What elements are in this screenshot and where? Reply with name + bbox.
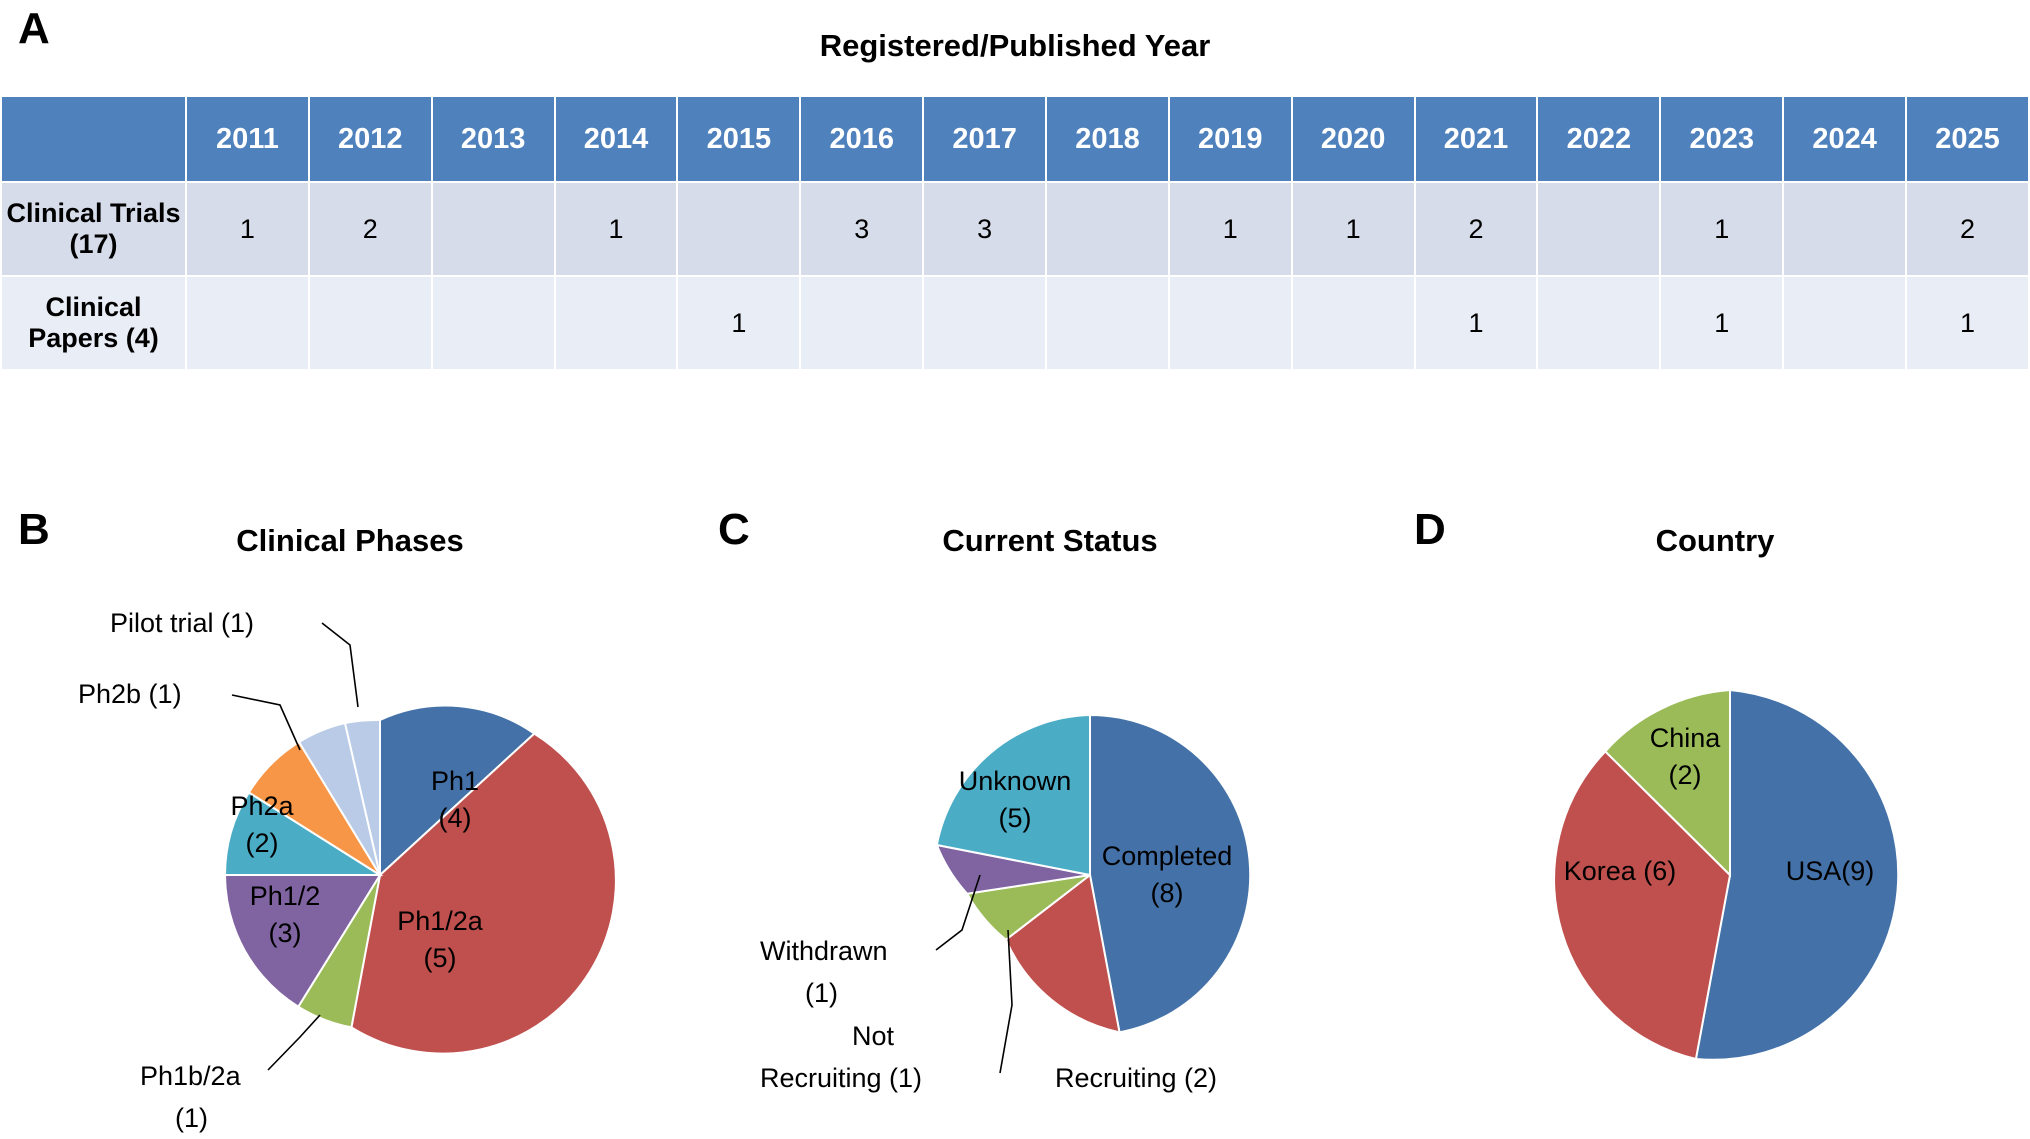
cell-trials-2021: 2 (1415, 182, 1538, 276)
cell-trials-2019: 1 (1169, 182, 1292, 276)
cell-papers-2014 (555, 276, 678, 370)
cell-trials-2022 (1537, 182, 1660, 276)
row-label-clinical-papers: Clinical Papers (4) (1, 276, 186, 370)
slice-label-usa: USA(9) (1785, 856, 1875, 886)
panel-letter-d: D (1414, 505, 1446, 554)
year-header-2024: 2024 (1783, 96, 1906, 182)
year-header-2018: 2018 (1046, 96, 1169, 182)
table-corner-cell (1, 96, 186, 182)
slice-label-completed-count: (8) (1150, 878, 1184, 908)
cell-trials-2014: 1 (555, 182, 678, 276)
outer-label-not-recruiting-line1: Not (852, 1021, 895, 1051)
leader-line-not-recruiting (1000, 930, 1012, 1073)
cell-papers-2012 (309, 276, 432, 370)
slice-label-china: China (1649, 723, 1721, 753)
pie-chart-country (1400, 575, 2030, 1135)
year-header-2014: 2014 (555, 96, 678, 182)
row-label-clinical-trials: Clinical Trials (17) (1, 182, 186, 276)
cell-trials-2018 (1046, 182, 1169, 276)
cell-papers-2018 (1046, 276, 1169, 370)
year-header-2023: 2023 (1660, 96, 1783, 182)
year-header-2013: 2013 (432, 96, 555, 182)
cell-trials-2025: 2 (1906, 182, 2029, 276)
slice-label-china-count: (2) (1668, 760, 1702, 790)
leader-line-ph2b (232, 695, 300, 750)
slice-label-ph1-2a: Ph1/2a (397, 906, 483, 936)
registered-published-year-table (0, 95, 2030, 371)
chart-title-clinical-phases: Clinical Phases (236, 523, 464, 558)
cell-papers-2019 (1169, 276, 1292, 370)
outer-label-withdrawn: Withdrawn (760, 936, 888, 966)
cell-trials-2024 (1783, 182, 1906, 276)
outer-label-ph1b-2a-count: (1) (175, 1103, 208, 1133)
cell-papers-2023: 1 (1660, 276, 1783, 370)
outer-label-withdrawn-count: (1) (805, 978, 838, 1008)
panel-letter-c: C (718, 505, 750, 554)
cell-trials-2023: 1 (1660, 182, 1783, 276)
pie-slice-completed (1090, 715, 1250, 1032)
slice-label-ph1: Ph1 (430, 766, 480, 796)
slice-label-ph1-count: (4) (438, 803, 472, 833)
cell-papers-2022 (1537, 276, 1660, 370)
table-row (1, 182, 2029, 276)
cell-papers-2020 (1292, 276, 1415, 370)
cell-trials-2012: 2 (309, 182, 432, 276)
table-header-row (1, 96, 2029, 182)
cell-papers-2017 (923, 276, 1046, 370)
cell-papers-2016 (800, 276, 923, 370)
year-header-2021: 2021 (1415, 96, 1538, 182)
cell-papers-2021: 1 (1415, 276, 1538, 370)
cell-papers-2015: 1 (677, 276, 800, 370)
panel-letter-b: B (18, 505, 50, 554)
year-header-2019: 2019 (1169, 96, 1292, 182)
outer-label-ph1b-2a: Ph1b/2a (140, 1061, 241, 1091)
slice-label-unknown-count: (5) (998, 803, 1032, 833)
cell-papers-2013 (432, 276, 555, 370)
panel-d-country (1400, 495, 2030, 1139)
slice-label-unknown: Unknown (958, 766, 1072, 796)
chart-title-country: Country (1655, 523, 1775, 558)
slice-label-korea: Korea (6) (1563, 856, 1677, 886)
slice-label-completed: Completed (1101, 841, 1233, 871)
outer-label-pilot-trial: Pilot trial (1) (110, 608, 255, 638)
panel-b-clinical-phases (0, 495, 700, 1139)
cell-trials-2016: 3 (800, 182, 923, 276)
chart-title-current-status: Current Status (942, 523, 1158, 558)
panel-letter-a: A (18, 4, 50, 53)
pie-chart-current-status (700, 575, 1400, 1135)
year-header-2025: 2025 (1906, 96, 2029, 182)
outer-label-not-recruiting-line2: Recruiting (1) (760, 1063, 923, 1093)
pie-chart-clinical-phases (0, 575, 700, 1135)
year-header-2016: 2016 (800, 96, 923, 182)
outer-label-ph2b: Ph2b (1) (78, 679, 182, 709)
year-header-2020: 2020 (1292, 96, 1415, 182)
year-header-2022: 2022 (1537, 96, 1660, 182)
cell-trials-2020: 1 (1292, 182, 1415, 276)
cell-papers-2024 (1783, 276, 1906, 370)
cell-trials-2013 (432, 182, 555, 276)
cell-trials-2017: 3 (923, 182, 1046, 276)
cell-papers-2025: 1 (1906, 276, 2029, 370)
slice-label-ph2a-count: (2) (245, 828, 279, 858)
leader-line-ph1b-2a (268, 1015, 320, 1070)
slice-label-ph1-2: Ph1/2 (249, 881, 321, 911)
slice-label-ph1-2-count: (3) (268, 918, 302, 948)
leader-line-pilot-trial (322, 623, 358, 707)
outer-label-recruiting: Recruiting (2) (1055, 1063, 1218, 1093)
year-header-2015: 2015 (677, 96, 800, 182)
table-title: Registered/Published Year (819, 28, 1211, 63)
year-header-2011: 2011 (186, 96, 309, 182)
year-header-2017: 2017 (923, 96, 1046, 182)
cell-trials-2015 (677, 182, 800, 276)
table-row (1, 276, 2029, 370)
cell-papers-2011 (186, 276, 309, 370)
slice-label-ph2a: Ph2a (230, 791, 294, 821)
slice-label-ph1-2a-count: (5) (423, 943, 457, 973)
cell-trials-2011: 1 (186, 182, 309, 276)
year-header-2012: 2012 (309, 96, 432, 182)
panel-c-current-status (700, 495, 1400, 1139)
